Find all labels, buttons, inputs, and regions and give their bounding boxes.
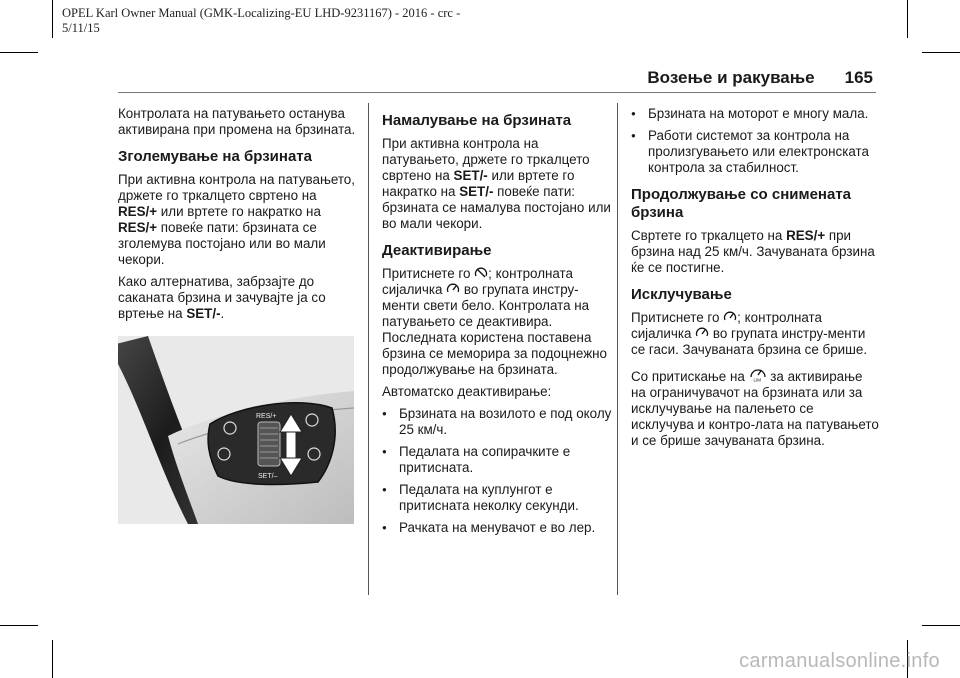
cruise-cancel-icon xyxy=(474,266,488,280)
cruise-indicator-icon xyxy=(446,282,460,296)
cruise-cancel-icon xyxy=(723,310,737,324)
paragraph-alternative: Како алтернатива, забрзајте до саканата брзина и зачувајте ја со вртење на SET/-. xyxy=(118,274,326,321)
paragraph-increase: При активна контрола на патувањето, држете го тркалцето свртено на RES/+ или вртете го накратко на RES/+ повеќе пати: брзината се зголемува постојано или во мали чекори. xyxy=(118,172,355,267)
crop-mark xyxy=(922,625,960,626)
set-label: SET/- xyxy=(186,306,221,321)
section-title: Возење и ракување xyxy=(647,68,815,87)
crop-mark xyxy=(0,625,38,626)
auto-deactivate-list-continued xyxy=(631,106,879,176)
heading-switch-off: Исклучување xyxy=(631,286,732,303)
watermark: carmanualsonline.info xyxy=(739,650,940,672)
svg-text:LIM: LIM xyxy=(753,377,761,382)
heading-deactivate: Деактивирање xyxy=(382,242,492,259)
list-item: ● Педалата на сопирачките е притисната. xyxy=(382,444,614,476)
column-3 xyxy=(631,106,879,455)
paragraph-decrease: При активна контрола на патувањето, држете го тркалцето свртено на SET/- или вртете го накратко на SET/- повеќе пати: брзината се намалува постојано или во мали чекори. xyxy=(382,136,611,231)
header-rule xyxy=(118,92,876,93)
column-divider xyxy=(368,103,369,595)
list-item: ● Рачката на менувачот е во лер. xyxy=(382,520,614,536)
page-number: 165 xyxy=(844,68,873,87)
page-header xyxy=(647,68,873,88)
paragraph-resume: Свртете го тркалцето на RES/+ при брзина над 25 км/ч. Зачуваната брзина ќе се постигне. xyxy=(631,228,875,275)
column-1 xyxy=(118,106,358,524)
wheel-res-label: RES/+ xyxy=(256,413,277,420)
print-metadata xyxy=(62,6,460,36)
crop-mark xyxy=(52,0,53,38)
res-label: RES/+ xyxy=(786,228,826,243)
list-item: ● Брзината на моторот е многу мала. xyxy=(631,106,879,122)
list-item: ● Педалата на куплунгот е притисната неколку секунди. xyxy=(382,482,614,514)
paragraph-auto-deactivate: Автоматско деактивирање: xyxy=(382,384,552,399)
res-label: RES/+ xyxy=(118,204,158,219)
paragraph-switch-off: Притиснете го ; контролната сијаличка во групата инстру-менти се гаси. Зачуваната брзина се брише. xyxy=(631,310,868,357)
set-label: SET/- xyxy=(459,184,494,199)
crop-mark xyxy=(907,0,908,38)
print-metadata-line2: 5/11/15 xyxy=(62,21,100,35)
thumbwheel xyxy=(258,422,280,466)
crop-mark xyxy=(0,52,38,53)
list-item: ● Брзината на возилото е под околу 25 км/ч. xyxy=(382,406,614,438)
auto-deactivate-list xyxy=(382,406,614,536)
intro-paragraph: Контролата на патувањето останува активирана при промена на брзината. xyxy=(118,106,356,137)
print-metadata-line1: OPEL Karl Owner Manual (GMK-Localizing-EU LHD-9231167) - 2016 - crc - xyxy=(62,6,461,20)
set-label: SET/- xyxy=(453,168,488,183)
heading-increase-speed: Зголемување на брзината xyxy=(118,148,312,165)
wheel-set-label: SET/– xyxy=(258,473,278,480)
column-2 xyxy=(382,106,614,542)
crop-mark xyxy=(52,640,53,678)
heading-resume-speed: Продолжување со снимената брзина xyxy=(631,186,852,221)
cruise-indicator-icon xyxy=(695,326,709,340)
column-divider xyxy=(617,103,618,595)
crop-mark xyxy=(922,52,960,53)
paragraph-limiter: Со притискање на LIM за активирање на ограничувачот на брзината или за исклучување на палењето се исклучува и контро-лата на патувањето и се брише зачуваната брзина. xyxy=(631,364,879,449)
paragraph-deactivate: Притиснете го ; контролната сијаличка во групата инстру-менти свети бело. Контролата на патувањето се деактивира. Последната користена поставена брзина се меморира за подоцнежно продолжување на брзината. xyxy=(382,266,607,377)
speed-limiter-icon xyxy=(749,364,767,382)
list-item: ● Работи системот за контрола на пролизгувањето или електронската контрола за стабилност. xyxy=(631,128,879,176)
res-label: RES/+ xyxy=(118,220,158,235)
heading-decrease-speed: Намалување на брзината xyxy=(382,112,572,129)
steering-wheel-illustration xyxy=(118,336,354,524)
